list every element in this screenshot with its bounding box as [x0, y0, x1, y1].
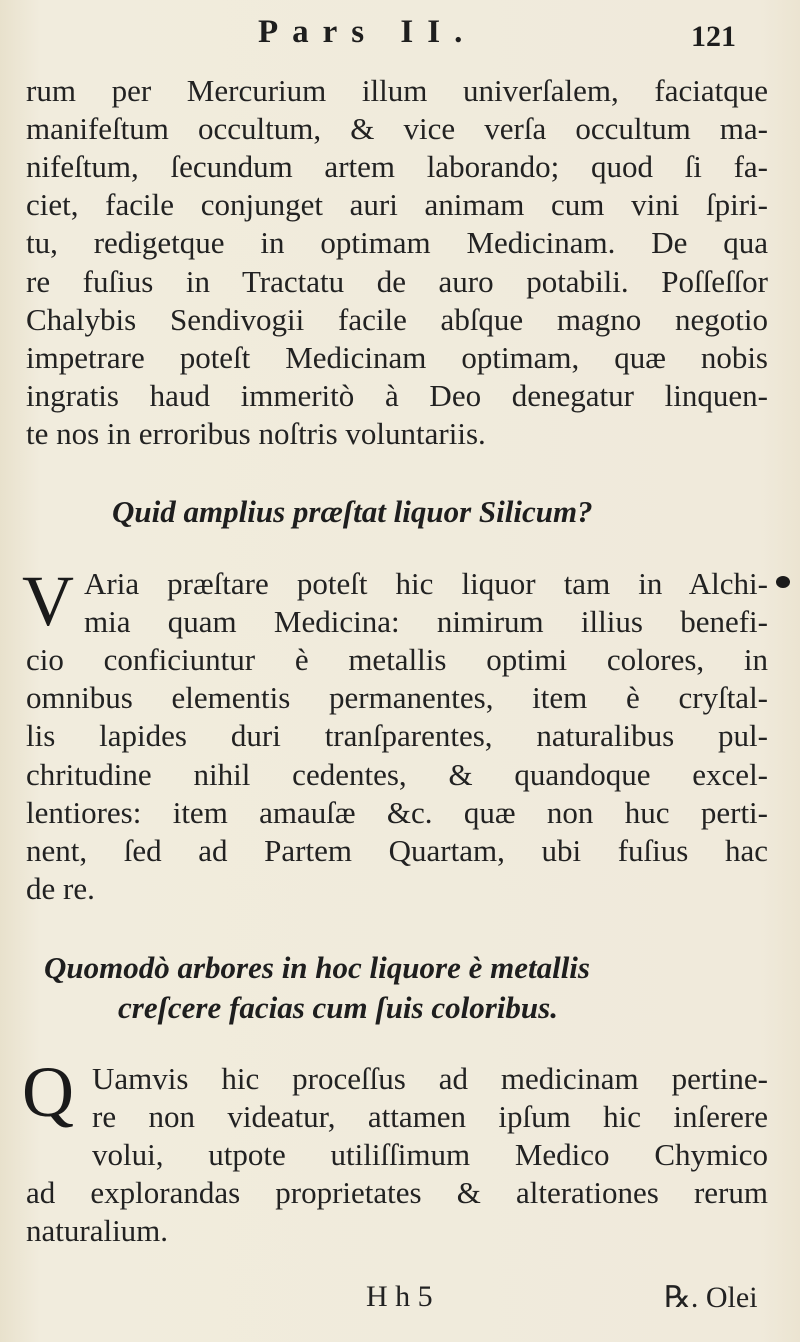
drop-cap: Q — [22, 1052, 74, 1132]
text-line: omnibus elementis permanentes, item è cryſtal- — [26, 680, 768, 715]
ink-blot — [776, 576, 790, 588]
text-line: impetrare poteſt Medicinam optimam, quæ nobis — [26, 340, 768, 375]
section-heading: Quid amplius præſtat liquor Silicum? — [112, 494, 593, 529]
text-line: Uamvis hic proceſſus ad medicinam pertine- — [92, 1061, 768, 1096]
text-line: manifeſtum occultum, & vice verſa occultum ma- — [26, 111, 768, 146]
section-heading: Quomodò arbores in hoc liquore è metallis — [44, 950, 590, 985]
running-head-title: Pars II. — [258, 14, 477, 50]
text-line: de re. — [26, 871, 95, 906]
drop-cap: V — [22, 561, 74, 641]
text-line: naturalium. — [26, 1213, 169, 1248]
section-heading: creſcere facias cum ſuis coloribus. — [118, 990, 558, 1025]
text-line: te nos in erroribus noſtris voluntariis. — [26, 416, 486, 451]
text-line: nifeſtum, ſecundum artem laborando; quod ſi fa- — [26, 149, 768, 184]
text-line: volui, utpote utiliſſimum Medico Chymico — [92, 1137, 768, 1172]
text-line: ciet, facile conjunget auri animam cum vini ſpiri- — [26, 187, 768, 222]
text-line: re fuſius in Tractatu de auro potabili. Poſſeſſor — [26, 264, 768, 299]
text-line: rum per Mercurium illum univerſalem, faciatque — [26, 73, 768, 108]
text-line: Aria præſtare poteſt hic liquor tam in Alchi- — [84, 566, 768, 601]
text-line: Chalybis Sendivogii facile abſque magno negotio — [26, 302, 768, 337]
text-line: ingratis haud immeritò à Deo denegatur linquen- — [26, 378, 768, 413]
text-line: cio conficiuntur è metallis optimi colores, in — [26, 642, 768, 677]
text-line: mia quam Medicina: nimirum illius benefi- — [84, 604, 768, 639]
text-line: nent, ſed ad Partem Quartam, ubi fuſius hac — [26, 833, 768, 868]
signature-mark: H h 5 — [366, 1280, 433, 1313]
text-line: tu, redigetque in optimam Medicinam. De qua — [26, 225, 768, 260]
text-line: chritudine nihil cedentes, & quandoque excel- — [26, 757, 768, 792]
page-number: 121 — [691, 20, 736, 53]
running-head — [0, 14, 800, 64]
text-line: re non videatur, attamen ipſum hic inſerere — [92, 1099, 768, 1134]
catchword: ℞. Olei — [664, 1281, 758, 1314]
text-line: lentiores: item amauſæ &c. quæ non huc perti- — [26, 795, 768, 830]
text-line: lis lapides duri tranſparentes, naturalibus pul- — [26, 718, 768, 753]
text-line: ad explorandas proprietates & alterationes rerum — [26, 1175, 768, 1210]
